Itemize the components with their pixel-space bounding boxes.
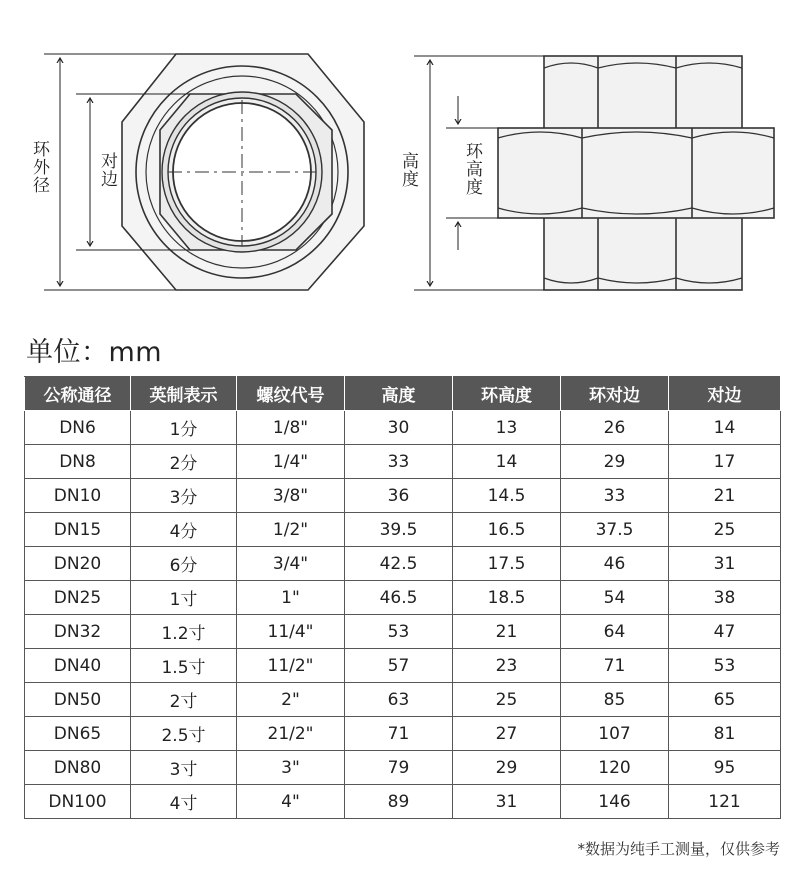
table-cell: DN40 bbox=[25, 649, 131, 683]
table-row bbox=[25, 717, 781, 751]
table-cell: DN15 bbox=[25, 513, 131, 547]
table-cell: 1.5寸 bbox=[131, 649, 237, 683]
table-row bbox=[25, 479, 781, 513]
table-cell: DN6 bbox=[25, 411, 131, 445]
table-cell: 39.5 bbox=[345, 513, 453, 547]
table-cell: 1寸 bbox=[131, 581, 237, 615]
table-row bbox=[25, 513, 781, 547]
table-row bbox=[25, 445, 781, 479]
table-cell: DN8 bbox=[25, 445, 131, 479]
ring-height-label: 环高度 bbox=[462, 142, 482, 196]
table-cell: 11/4" bbox=[237, 615, 345, 649]
table-cell: 1" bbox=[237, 581, 345, 615]
table-row bbox=[25, 649, 781, 683]
table-cell: 36 bbox=[345, 479, 453, 513]
footnote: *数据为纯手工测量，仅供参考 bbox=[577, 840, 780, 858]
table-cell: 29 bbox=[561, 445, 669, 479]
table-cell: 2分 bbox=[131, 445, 237, 479]
table-row bbox=[25, 547, 781, 581]
table-cell: 14 bbox=[453, 445, 561, 479]
table-cell: 23 bbox=[453, 649, 561, 683]
table-cell: 11/2" bbox=[237, 649, 345, 683]
column-header: 公称通径 bbox=[25, 377, 131, 411]
table-cell: 29 bbox=[453, 751, 561, 785]
table-cell: 25 bbox=[453, 683, 561, 717]
front-view bbox=[122, 54, 364, 290]
column-header: 螺纹代号 bbox=[237, 377, 345, 411]
dimension-diagram bbox=[0, 0, 812, 320]
table-cell: 53 bbox=[669, 649, 781, 683]
table-cell: 1/4" bbox=[237, 445, 345, 479]
table-cell: 53 bbox=[345, 615, 453, 649]
table-cell: 21 bbox=[453, 615, 561, 649]
table-cell: 1分 bbox=[131, 411, 237, 445]
table-cell: DN65 bbox=[25, 717, 131, 751]
table-cell: 14 bbox=[669, 411, 781, 445]
table-cell: DN10 bbox=[25, 479, 131, 513]
table-row bbox=[25, 751, 781, 785]
table-cell: 6分 bbox=[131, 547, 237, 581]
table-cell: 121 bbox=[669, 785, 781, 819]
table-cell: 3寸 bbox=[131, 751, 237, 785]
table-cell: 1/2" bbox=[237, 513, 345, 547]
column-header: 环对边 bbox=[561, 377, 669, 411]
table-cell: 85 bbox=[561, 683, 669, 717]
table-cell: DN25 bbox=[25, 581, 131, 615]
table-row bbox=[25, 615, 781, 649]
table-cell: 38 bbox=[669, 581, 781, 615]
column-header: 环高度 bbox=[453, 377, 561, 411]
table-cell: 25 bbox=[669, 513, 781, 547]
table-cell: DN100 bbox=[25, 785, 131, 819]
table-cell: 17.5 bbox=[453, 547, 561, 581]
table-cell: 33 bbox=[561, 479, 669, 513]
table-cell: 30 bbox=[345, 411, 453, 445]
table-header-row bbox=[25, 377, 781, 411]
table-cell: 95 bbox=[669, 751, 781, 785]
table-cell: 21/2" bbox=[237, 717, 345, 751]
height-label: 高度 bbox=[398, 152, 418, 188]
table-cell: 64 bbox=[561, 615, 669, 649]
table-body bbox=[25, 411, 781, 819]
table-cell: 3" bbox=[237, 751, 345, 785]
table-cell: DN20 bbox=[25, 547, 131, 581]
table-cell: 42.5 bbox=[345, 547, 453, 581]
table-cell: 71 bbox=[561, 649, 669, 683]
table-cell: 4" bbox=[237, 785, 345, 819]
table-cell: 107 bbox=[561, 717, 669, 751]
unit-label: 单位：mm bbox=[26, 337, 163, 368]
table-cell: 21 bbox=[669, 479, 781, 513]
flat-label: 对边 bbox=[97, 152, 117, 188]
table-row bbox=[25, 411, 781, 445]
table-cell: 3/4" bbox=[237, 547, 345, 581]
side-view bbox=[498, 56, 774, 290]
table-cell: 1/8" bbox=[237, 411, 345, 445]
column-header: 英制表示 bbox=[131, 377, 237, 411]
table-cell: 18.5 bbox=[453, 581, 561, 615]
table-cell: 27 bbox=[453, 717, 561, 751]
table-cell: 89 bbox=[345, 785, 453, 819]
outer-diameter-label: 环外径 bbox=[29, 140, 49, 194]
table-cell: 2寸 bbox=[131, 683, 237, 717]
table-cell: 16.5 bbox=[453, 513, 561, 547]
table-cell: 1.2寸 bbox=[131, 615, 237, 649]
table-cell: 57 bbox=[345, 649, 453, 683]
table-cell: 120 bbox=[561, 751, 669, 785]
table-cell: 65 bbox=[669, 683, 781, 717]
table-cell: 26 bbox=[561, 411, 669, 445]
table-cell: DN80 bbox=[25, 751, 131, 785]
table-cell: 13 bbox=[453, 411, 561, 445]
table-cell: DN32 bbox=[25, 615, 131, 649]
table-cell: 54 bbox=[561, 581, 669, 615]
table-cell: 14.5 bbox=[453, 479, 561, 513]
table-cell: 79 bbox=[345, 751, 453, 785]
table-cell: 146 bbox=[561, 785, 669, 819]
table-row bbox=[25, 785, 781, 819]
table-cell: 31 bbox=[453, 785, 561, 819]
table-cell: 46 bbox=[561, 547, 669, 581]
table-cell: 2.5寸 bbox=[131, 717, 237, 751]
column-header: 高度 bbox=[345, 377, 453, 411]
table-cell: 3分 bbox=[131, 479, 237, 513]
table-cell: 46.5 bbox=[345, 581, 453, 615]
table-cell: 63 bbox=[345, 683, 453, 717]
table-cell: 31 bbox=[669, 547, 781, 581]
table-cell: 4分 bbox=[131, 513, 237, 547]
spec-table bbox=[24, 376, 781, 819]
table-cell: 4寸 bbox=[131, 785, 237, 819]
column-header: 对边 bbox=[669, 377, 781, 411]
table-cell: 47 bbox=[669, 615, 781, 649]
table-cell: 3/8" bbox=[237, 479, 345, 513]
table-cell: 17 bbox=[669, 445, 781, 479]
table-cell: 33 bbox=[345, 445, 453, 479]
table-cell: 2" bbox=[237, 683, 345, 717]
table-cell: 37.5 bbox=[561, 513, 669, 547]
table-row bbox=[25, 683, 781, 717]
table-cell: DN50 bbox=[25, 683, 131, 717]
table-cell: 71 bbox=[345, 717, 453, 751]
table-row bbox=[25, 581, 781, 615]
table-cell: 81 bbox=[669, 717, 781, 751]
